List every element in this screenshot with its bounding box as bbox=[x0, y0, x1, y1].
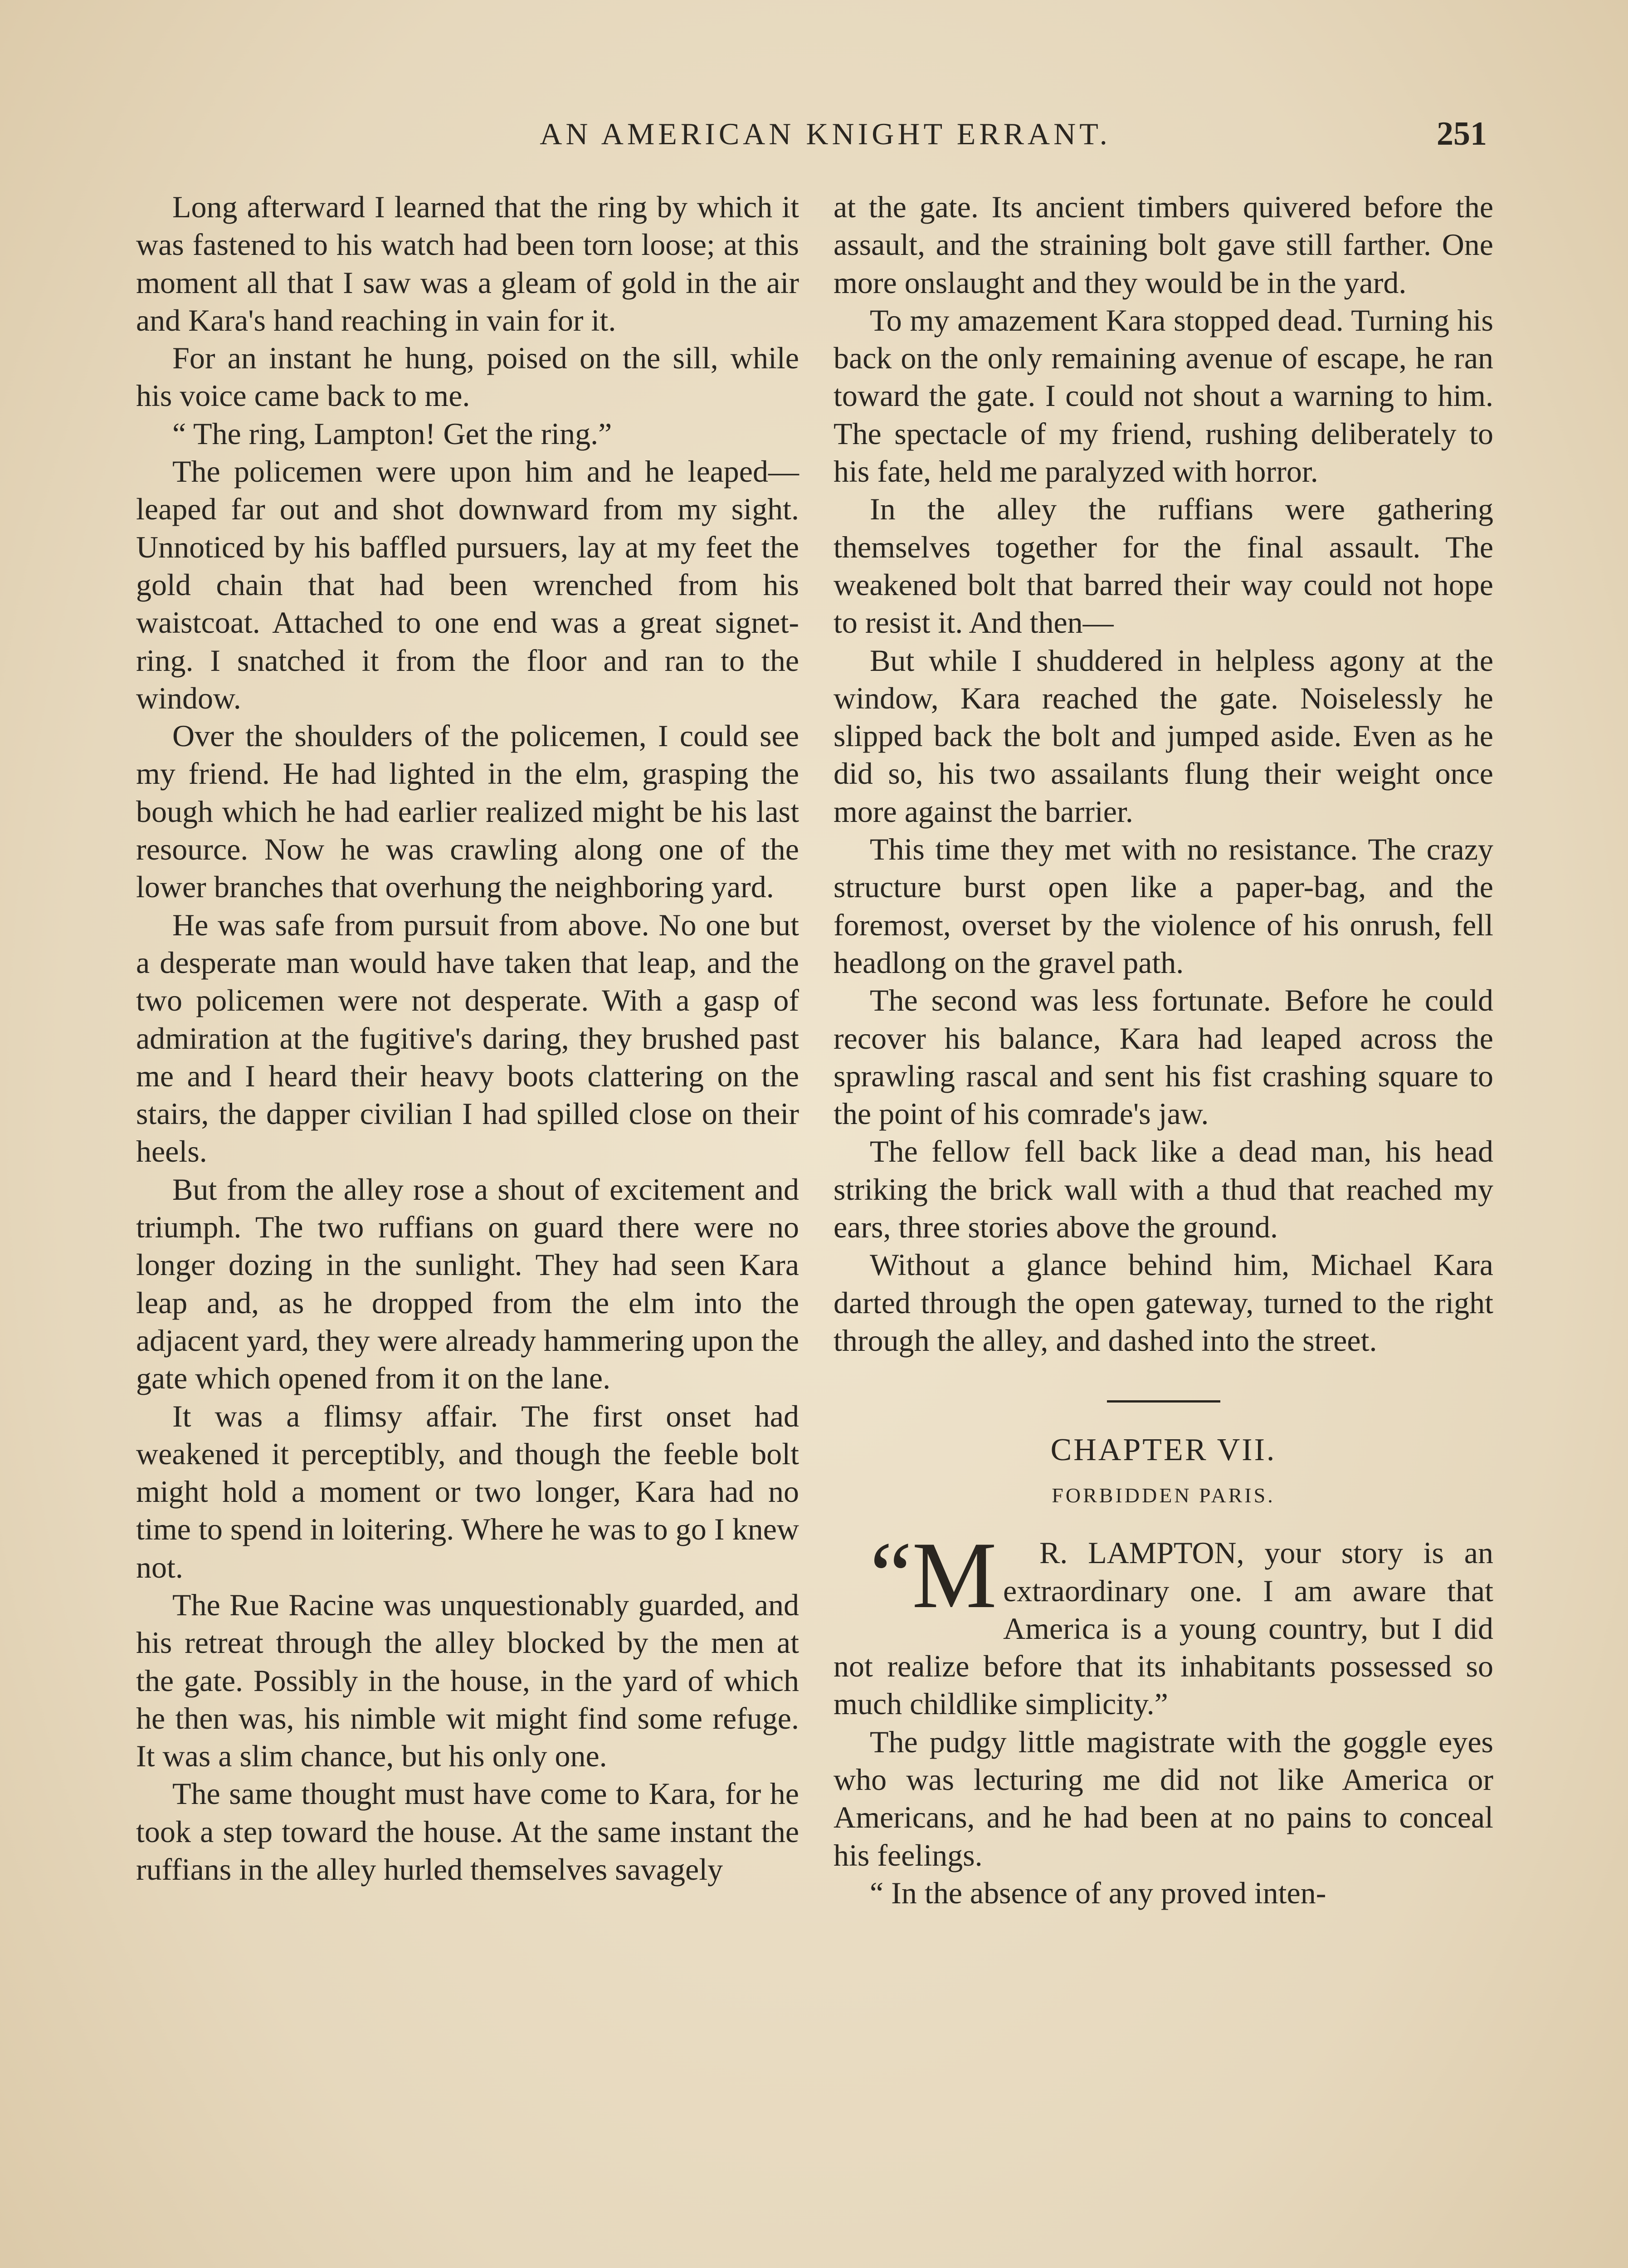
paragraph: “ In the absence of any proved inten- bbox=[870, 1875, 1326, 1910]
paragraph: The fellow fell back like a dead man, his head striking the brick wall with a thud that reached my ears, three stories above the ground. bbox=[833, 1134, 1493, 1245]
chapter-subtitle: FORBIDDEN PARIS. bbox=[1052, 1484, 1275, 1507]
paragraph: But while I shuddered in helpless agony at the window, Kara reached the gate. Noiselessly he slipped back the bolt and jumped aside. Even as he did so, his two assailants flung their weight once more against the barrier. bbox=[833, 643, 1493, 829]
paragraph: Without a glance behind him, Michael Kara darted through the open gateway, turned to the right through the alley, and dashed into the street. bbox=[833, 1247, 1493, 1358]
chapter-title: CHAPTER VII. bbox=[1050, 1432, 1277, 1468]
chapter-opening-paragraph bbox=[833, 1523, 1493, 1723]
drop-cap-letter: M bbox=[912, 1523, 997, 1628]
paragraph: Over the shoulders of the policemen, I could see my friend. He had lighted in the elm, grasping the bough which he had earlier realized might be his last resource. Now he was crawling along one of the lower branches that overhung the neighboring yard. bbox=[136, 719, 799, 904]
paragraph: at the gate. Its ancient timbers quivered before the assault, and the straining bolt gave still farther. One more onslaught and they would be in the yard. bbox=[833, 190, 1493, 300]
running-header bbox=[0, 113, 1628, 154]
drop-cap-quote: “ bbox=[870, 1523, 912, 1628]
paragraph: To my amazement Kara stopped dead. Turning his back on the only remaining avenue of escape, he ran toward the gate. I could not shout a warning to him. The spectacle of my friend, rushing deliberately to his fate, held me paralyzed with horror. bbox=[833, 303, 1493, 489]
paragraph: It was a flimsy affair. The first onset had weakened it perceptibly, and though the feeble bolt might hold a moment or two longer, Kara had no time to spend in loitering. Where he was to go I knew not. bbox=[136, 1398, 799, 1584]
paragraph: This time they met with no resistance. The crazy structure burst open like a paper-bag, and the foremost, overset by the violence of his onrush, fell headlong on the gravel path. bbox=[833, 832, 1493, 980]
page-number: 251 bbox=[1437, 115, 1487, 152]
paragraph: The pudgy little magistrate with the goggle eyes who was lecturing me did not like America or Americans, and he had been at no pains to conceal his feelings. bbox=[833, 1724, 1493, 1872]
left-column bbox=[136, 188, 799, 1888]
paragraph: The same thought must have come to Kara, for he took a step toward the house. At the same instant the ruffians in the alley hurled themselves savagely bbox=[136, 1776, 799, 1887]
paragraph: “ The ring, Lampton! Get the ring.” bbox=[172, 416, 612, 451]
paragraph: The second was less fortunate. Before he could recover his balance, Kara had leaped across the sprawling rascal and sent his fist crashing square to the point of his comrade's jaw. bbox=[833, 983, 1493, 1131]
paragraph: He was safe from pursuit from above. No one but a desperate man would have taken that leap, and the two policemen were not desperate. With a gasp of admiration at the fugitive's daring, they brushed past me and I heard their heavy boots clattering on the stairs, the dapper civilian I had spilled close on their heels. bbox=[136, 907, 799, 1169]
drop-cap bbox=[833, 1523, 997, 1628]
paragraph: Long afterward I learned that the ring by which it was fastened to his watch had been torn loose; at this moment all that I saw was a gleam of gold in the air and Kara's hand reaching in vain for it. bbox=[136, 190, 799, 337]
paragraph: The policemen were upon him and he leaped—leaped far out and shot downward from my sight. Unnoticed by his baffled pursuers, lay at my feet the gold chain that had been wrenched from his waistcoat. Attached to one end was a great signet-ring. I snatched it from the floor and ran to the window. bbox=[136, 454, 799, 715]
running-title: AN AMERICAN KNIGHT ERRANT. bbox=[540, 117, 1111, 151]
paragraph: In the alley the ruffians were gathering themselves together for the final assault. The weakened bolt that barred their way could not hope to resist it. And then— bbox=[833, 492, 1493, 640]
paragraph: But from the alley rose a shout of excitement and triumph. The two ruffians on guard there were no longer dozing in the sunlight. They had seen Kara leap and, as he dropped from the elm into the adjacent yard, they were already hammering upon the gate which opened from it on the lane. bbox=[136, 1172, 799, 1396]
paragraph: The Rue Racine was unquestionably guarded, and his retreat through the alley blocked by the men at the gate. Possibly in the house, in the yard of which he then was, his nimble wit might find some refuge. It was a slim chance, but his only one. bbox=[136, 1587, 799, 1774]
section-divider bbox=[1107, 1400, 1220, 1403]
right-column bbox=[833, 188, 1493, 1912]
paragraph: For an instant he hung, poised on the sill, while his voice came back to me. bbox=[136, 341, 799, 413]
opening-text: R. LAMPTON, your story is an extraordinary one. I am aware that America is a young country, but I did not realize before that its inhabitants possessed so much childlike simplicity.” bbox=[833, 1535, 1493, 1721]
